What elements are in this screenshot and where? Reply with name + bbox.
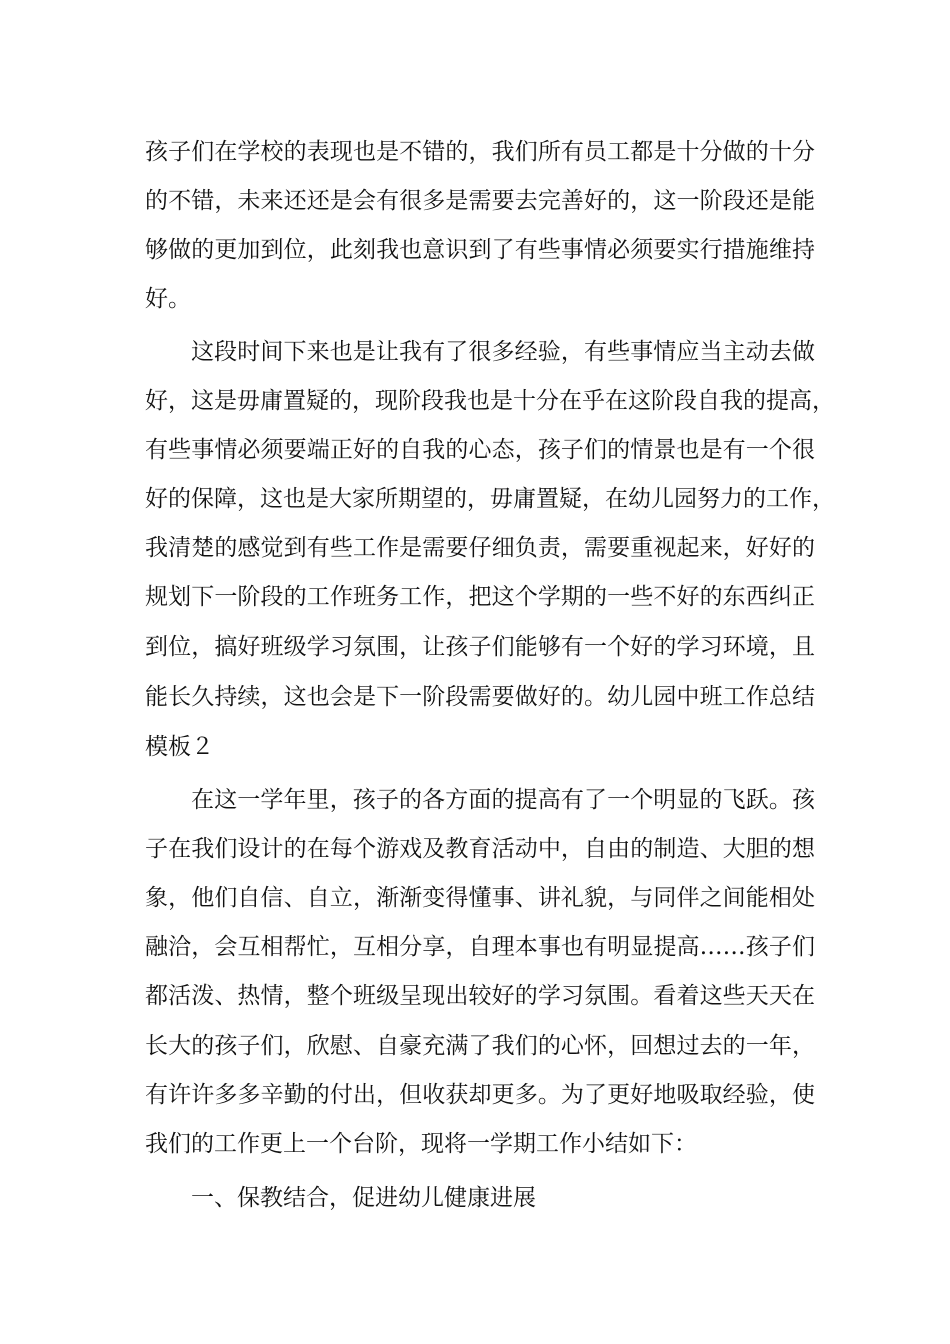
text-line: 子在我们设计的在每个游戏及教育活动中，自由的制造、大胆的想 (145, 836, 815, 862)
text-line: 能长久持续，这也会是下一阶段需要做好的。幼儿园中班工作总结 (145, 684, 815, 710)
text-line: 孩子们在学校的表现也是不错的，我们所有员工都是十分做的十分 (145, 139, 815, 165)
text-line: 够做的更加到位，此刻我也意识到了有些事情必须要实行措施维持 (145, 237, 815, 263)
text-line: 好的保障，这也是大家所期望的，毋庸置疑，在幼儿园努力的工作， (145, 486, 835, 512)
text-line: 融洽，会互相帮忙，互相分享，自理本事也有明显提高……孩子们 (145, 934, 815, 960)
text-line: 我清楚的感觉到有些工作是需要仔细负责，需要重视起来，好好的 (145, 535, 815, 561)
text-line: 长大的孩子们，欣慰、自豪充满了我们的心怀，回想过去的一年， (145, 1033, 815, 1059)
paragraph-first-line: 这段时间下来也是让我有了很多经验，有些事情应当主动去做 (191, 339, 815, 365)
text-line: 我们的工作更上一个台阶，现将一学期工作小结如下： (145, 1131, 697, 1157)
text-line: 好，这是毋庸置疑的，现阶段我也是十分在乎在这阶段自我的提高， (145, 388, 835, 414)
text-line: 有许许多多辛勤的付出，但收获却更多。为了更好地吸取经验，使 (145, 1082, 815, 1108)
text-line: 都活泼、热情，整个班级呈现出较好的学习氛围。看着这些天天在 (145, 983, 815, 1009)
text-line: 的不错，未来还还是会有很多是需要去完善好的，这一阶段还是能 (145, 188, 815, 214)
text-line: 有些事情必须要端正好的自我的心态，孩子们的情景也是有一个很 (145, 437, 815, 463)
paragraph-first-line: 在这一学年里，孩子的各方面的提高有了一个明显的飞跃。孩 (191, 787, 815, 813)
text-line: 到位，搞好班级学习氛围，让孩子们能够有一个好的学习环境，且 (145, 634, 815, 660)
section-title-line: 模板２ (145, 734, 214, 760)
text-line: 象，他们自信、自立，渐渐变得懂事、讲礼貌，与同伴之间能相处 (145, 885, 815, 911)
text-line: 好。 (145, 286, 191, 312)
text-line: 规划下一阶段的工作班务工作，把这个学期的一些不好的东西纠正 (145, 584, 815, 610)
section-heading: 一、保教结合，促进幼儿健康进展 (191, 1185, 536, 1211)
